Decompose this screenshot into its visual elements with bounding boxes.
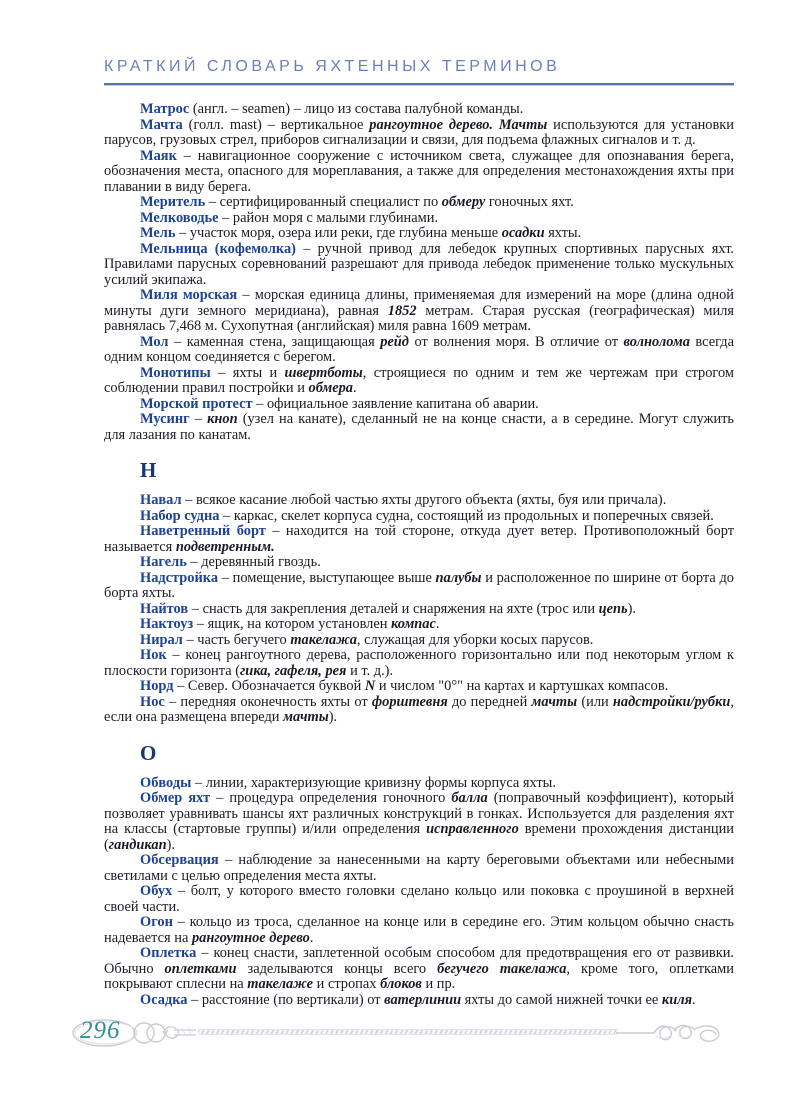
entry-text: от волнения моря. В отличие от [408,333,624,350]
entry-text: – линии, характеризующие кривизну формы корпуса яхты. [191,774,556,791]
entry-term: Обух [140,883,173,899]
entry-term: Матрос [140,101,190,117]
entry-text: бегучего такелажа [437,960,567,977]
entry-term: Нок [140,647,167,663]
entry-term: Наветренный борт [140,523,266,539]
entry-text: швертботы [284,364,363,381]
entry-text: – находится на той стороне, откуда дует ветер. Противоположный борт называется [104,523,734,555]
dictionary-entry [104,149,734,196]
entry-term: Монотипы [140,364,211,381]
entry-text: – яхты и [210,364,285,381]
dictionary-entry [104,335,734,366]
entry-text: – [189,411,208,427]
entry-text: и т. д.). [346,662,394,679]
entry-term: Обсервация [140,852,219,868]
entry-term: Нагель [140,554,187,570]
dictionary-entry [104,571,734,602]
entry-text: – процедура определения гоночного [210,790,452,806]
entry-text: и расположенное по ширине от борта до борта яхты. [104,569,734,601]
entry-text: рангоутное дерево [191,929,310,946]
dictionary-entry [104,211,734,227]
entry-term: Нактоуз [140,616,194,632]
entry-text: рейд [380,333,409,350]
entry-text: яхты. [544,225,582,241]
entry-term: Мельница (кофемолка) [140,240,296,257]
dictionary-entry [104,776,734,792]
dictionary-entry [104,555,734,571]
dictionary-entry [104,524,734,555]
entry-text: – кольцо из троса, сделанное на конце или в середине его. Этим кольцом обычно снасть надевается на [104,914,734,946]
entry-text: – ящик, на котором установлен [193,616,392,632]
dictionary-entry [104,366,734,397]
entry-text: оплетками [164,960,237,977]
dictionary-entry [104,993,734,1009]
entry-text: – всякое касание любой частью яхты другого объекта (яхты, буя или причала). [181,492,667,508]
section-letter: Н [140,458,157,482]
entry-text: – каменная стена, защищающая [168,333,381,350]
entry-text: компас [391,616,436,632]
entry-term: Оплетка [140,945,197,961]
entry-text: – расстояние (по вертикали) от [187,991,385,1008]
entry-text: (голл. mast) – вертикальное [182,116,370,133]
entry-term: Морской протест [140,395,253,412]
entry-text: такелаже [247,976,314,992]
dictionary-entry [104,493,734,509]
entry-text: , кроме того, оплетками покрывают сплесни на [104,960,734,992]
entry-text: – каркас, скелет корпуса судна, состоящий из продольных и поперечных связей. [219,507,714,524]
entry-text: – сертифицированный специалист по [205,194,442,210]
entry-text: – конец рангоутного дерева, расположенного горизонтально или под некоторым углом к плоскости горизонта ( [104,647,734,679]
dictionary-entry [104,288,734,335]
dictionary-entry [104,242,734,289]
entry-text: – помещение, выступающее выше [218,569,436,586]
page-number: 296 [80,1017,121,1044]
entry-term: Норд [140,678,174,694]
entry-text: – морская единица длины, применяемая для измерений на море (длина одной минуты дуги земного меридиана), равная [104,287,734,319]
entry-text: используются для установки парусов, грузовых стрел, приборов сигнализации и связи, для подъема флажных сигналов и т. д. [104,116,734,148]
rope-line [198,1029,618,1035]
dictionary-entry [104,915,734,946]
entry-term: Нос [140,693,165,710]
entry-text: ватерлинии [384,991,462,1008]
entry-text: мачты [283,709,329,725]
entry-text: . [435,616,440,632]
entry-text: до передней [447,693,532,710]
page-header-title: КРАТКИЙ СЛОВАРЬ ЯХТЕННЫХ ТЕРМИНОВ [104,58,561,75]
entry-text: , строящиеся по одним и тем же чертежам при строгом соблюдении правил постройки и [104,364,735,396]
entry-text: киля [661,991,693,1008]
dictionary-entry [104,195,734,211]
entry-text: и пр. [421,976,456,992]
entry-term: Мол [140,333,169,350]
entry-text: – конец снасти, заплетенной особым способом для предотвращения его от развивки. Обычно [104,945,734,977]
dictionary-entry [104,118,734,149]
dictionary-entry [104,679,734,695]
entry-text: палубы [435,569,482,586]
entry-text: времени прохождения дистанции ( [104,821,734,853]
entry-text: , служащая для уборки косых парусов. [356,631,594,648]
entry-text: яхты до самой нижней точки ее [461,991,662,1008]
entry-text: ). [166,836,175,853]
entry-text: N [364,678,376,694]
dictionary-entry [104,791,734,853]
page-header [104,58,734,86]
entry-text: – навигационное сооружение с источником света, служащее для опознавания берега, обозначения места, опасного для мореплавания, а также для определения местонахождения яхты при плавании в виду берега. [104,147,734,195]
entry-text: заделываются концы всего [236,960,438,977]
entry-text: – снасть для закрепления деталей и снаряжения на яхте (трос или [188,600,599,617]
entry-text: , если она размещена впереди [104,693,734,725]
entry-text: рангоутное дерево. Мачты [369,116,548,133]
entry-term: Маяк [140,147,177,164]
entry-text: подветренным. [175,538,275,555]
entry-term: Меритель [140,194,206,210]
dictionary-entry [104,412,734,443]
dictionary-entry [104,695,734,726]
entry-term: Нирал [140,631,183,648]
entry-text: . [309,929,314,946]
dictionary-entry [104,509,734,525]
entry-term: Найтов [140,600,189,617]
footer-knot-left [70,1014,196,1054]
entry-term: Обмер яхт [140,790,211,806]
entry-term: Навал [140,492,182,508]
entry-text: цепь [598,600,628,617]
entry-text: метрам. Старая русская (географическая) миля равнялась 7,468 м. Сухопутная (английская) миля равна 1609 метрам. [104,302,734,334]
dictionary-entry [104,617,734,633]
dictionary-entry [104,102,734,118]
entry-text: гандикап [108,836,167,853]
entry-text: – часть бегучего [182,631,291,648]
dictionary-entry [104,226,734,242]
entry-text: гоночных яхт. [485,194,574,210]
entry-term: Миля морская [140,287,238,303]
entry-term: Набор судна [140,507,220,524]
entry-text: кноп [207,411,238,427]
entry-text: . [352,380,357,396]
dictionary-body [104,102,734,1008]
entry-text: (англ. – seamen) – лицо из состава палубной команды. [189,101,524,117]
entry-term: Надстройка [140,569,219,586]
entry-text: гика, гафеля, рея [240,662,347,679]
entry-text: и числом "0°" на картах и картушках компасов. [375,678,669,694]
dictionary-entry [104,884,734,915]
entry-text: такелажа [290,631,357,648]
entry-text: . [692,991,696,1008]
entry-text: мачты [531,693,578,710]
entry-text: – район моря с малыми глубинами. [218,209,439,226]
entry-text: – Север. Обозначается буквой [173,678,365,694]
entry-text: ). [627,600,636,617]
entry-text: – официальное заявление капитана об аварии. [252,395,539,412]
rope-knot-right-icon [616,1018,726,1050]
section-letter: О [140,740,157,765]
entry-term: Мелководье [140,209,219,226]
dictionary-entry [104,853,734,884]
dictionary-entry [104,648,734,679]
entry-text: обмеру [441,194,486,210]
entry-text: балла [451,790,488,806]
entry-text: – болт, у которого вместо головки сделано кольцо или поковка с проушиной в верхней своей части. [104,883,734,915]
entry-text: надстройки/рубки [612,693,731,710]
page-footer [0,1014,794,1062]
entry-term: Осадка [140,991,188,1008]
dictionary-entry [104,633,734,649]
entry-text: ). [328,709,338,725]
entry-text: осадки [501,225,545,241]
header-rule [104,83,734,86]
entry-text: и стропах [313,976,381,992]
entry-text: 1852 [387,302,417,319]
entry-term: Огон [140,914,173,930]
entry-text: – ручной привод для лебедок крупных спортивных парусных яхт. Правилами парусных соревнований разрешают для привода лебедок применение только мускульных усилий экипажа. [104,240,734,288]
dictionary-entry [104,946,734,993]
entry-text: исправленного [426,821,519,837]
entry-term: Мусинг [140,411,190,427]
entry-term: Мачта [140,116,183,133]
entry-text: (поправочный коэффициент), который позволяет уравнивать шансы яхт различных конструкций в гонках. Используется для разделения яхт на классы (стартовые группы) и/или определения [104,790,734,837]
entry-text: – участок моря, озера или реки, где глубина меньше [175,225,502,241]
entry-text: – передняя оконечность яхты от [164,693,372,710]
entry-text: (узел на канате), сделанный не на конце снасти, а в середине. Могут служить для лазания по канатам. [104,411,734,443]
entry-term: Мель [140,225,176,241]
entry-term: Обводы [140,774,192,791]
entry-text: – деревянный гвоздь. [186,554,321,570]
entry-text: блоков [380,976,422,992]
dictionary-entry [104,397,734,413]
entry-text: волнолома [623,333,690,350]
entry-text: (или [577,693,613,710]
entry-text: – наблюдение за нанесенными на карту береговыми объектами или небесными светилами с целью определения места яхты. [104,852,734,884]
dictionary-entry [104,602,734,618]
entry-text: форштевня [371,693,448,710]
entry-text: обмера [308,380,353,396]
entry-text: всегда одним концом соединяется с берегом. [104,333,734,365]
